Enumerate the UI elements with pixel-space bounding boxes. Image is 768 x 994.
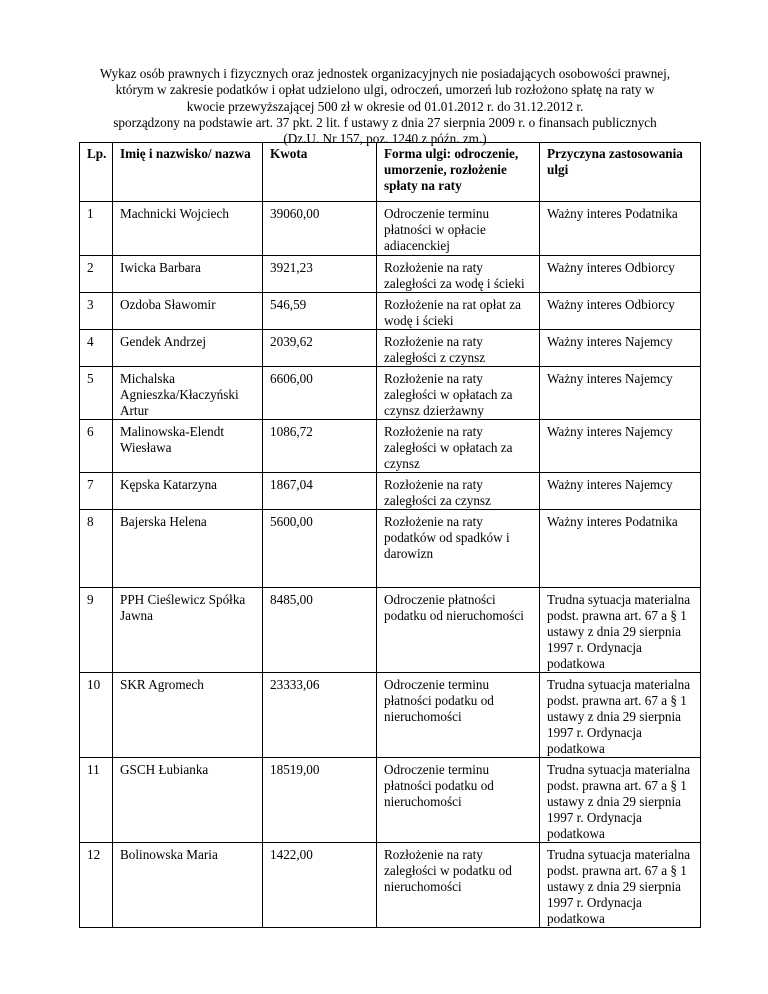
cell-reason: Ważny interes Najemcy: [540, 330, 701, 367]
cell-name: Malinowska-Elendt Wiesława: [113, 420, 263, 473]
cell-amount: 2039,62: [263, 330, 377, 367]
cell-form: Rozłożenie na raty zaległości w opłatach za czynsz dzierżawny: [377, 367, 540, 420]
cell-lp: 10: [80, 673, 113, 758]
cell-amount: 3921,23: [263, 256, 377, 293]
cell-amount: 1086,72: [263, 420, 377, 473]
cell-reason: Ważny interes Odbiorcy: [540, 293, 701, 330]
cell-form: Odroczenie terminu płatności podatku od nieruchomości: [377, 758, 540, 843]
cell-reason: Ważny interes Podatnika: [540, 202, 701, 256]
document-title: [60, 66, 710, 147]
cell-lp: 4: [80, 330, 113, 367]
table-row: [80, 758, 701, 843]
cell-form: Rozłożenie na raty zaległości z czynsz: [377, 330, 540, 367]
cell-amount: 39060,00: [263, 202, 377, 256]
cell-name: Gendek Andrzej: [113, 330, 263, 367]
cell-name: Bolinowska Maria: [113, 843, 263, 928]
cell-name: SKR Agromech: [113, 673, 263, 758]
title-line: (Dz.U. Nr 157, poz. 1240 z późn. zm.): [283, 131, 487, 147]
cell-reason: Ważny interes Odbiorcy: [540, 256, 701, 293]
table-row: [80, 510, 701, 588]
cell-reason: Trudna sytuacja materialna podst. prawna art. 67 a § 1 ustawy z dnia 29 sierpnia 1997 r. Ordynacja podatkowa: [540, 843, 701, 928]
cell-reason: Ważny interes Podatnika: [540, 510, 701, 588]
table-row: [80, 330, 701, 367]
cell-amount: 1867,04: [263, 473, 377, 510]
cell-lp: 7: [80, 473, 113, 510]
cell-amount: 8485,00: [263, 588, 377, 673]
cell-name: Ozdoba Sławomir: [113, 293, 263, 330]
cell-lp: 8: [80, 510, 113, 588]
table-row: [80, 673, 701, 758]
cell-amount: 6606,00: [263, 367, 377, 420]
cell-form: Rozłożenie na raty zaległości za wodę i ścieki: [377, 256, 540, 293]
cell-name: GSCH Łubianka: [113, 758, 263, 843]
table-row: [80, 367, 701, 420]
cell-name: PPH Cieślewicz Spółka Jawna: [113, 588, 263, 673]
cell-form: Rozłożenie na raty zaległości w podatku od nieruchomości: [377, 843, 540, 928]
cell-lp: 2: [80, 256, 113, 293]
cell-form: Rozłożenie na raty podatków od spadków i darowizn: [377, 510, 540, 588]
cell-amount: 23333,06: [263, 673, 377, 758]
cell-reason: Trudna sytuacja materialna podst. prawna art. 67 a § 1 ustawy z dnia 29 sierpnia 1997 r. Ordynacja podatkowa: [540, 588, 701, 673]
cell-lp: 5: [80, 367, 113, 420]
table-header-row: [80, 143, 701, 202]
header-amount: Kwota: [263, 143, 377, 202]
table-row: [80, 293, 701, 330]
title-line: którym w zakresie podatków i opłat udzielono ulgi, odroczeń, umorzeń lub rozłożono spłatę na raty w: [115, 82, 655, 98]
cell-form: Rozłożenie na raty zaległości za czynsz: [377, 473, 540, 510]
cell-lp: 6: [80, 420, 113, 473]
cell-name: Bajerska Helena: [113, 510, 263, 588]
cell-name: Iwicka Barbara: [113, 256, 263, 293]
cell-lp: 12: [80, 843, 113, 928]
cell-reason: Ważny interes Najemcy: [540, 367, 701, 420]
table-row: [80, 588, 701, 673]
cell-lp: 1: [80, 202, 113, 256]
header-reason: Przyczyna zastosowania ulgi: [540, 143, 701, 202]
cell-lp: 9: [80, 588, 113, 673]
relief-table: [79, 142, 701, 928]
cell-name: Machnicki Wojciech: [113, 202, 263, 256]
table-row: [80, 473, 701, 510]
cell-form: Rozłożenie na rat opłat za wodę i ścieki: [377, 293, 540, 330]
header-form: Forma ulgi: odroczenie, umorzenie, rozłożenie spłaty na raty: [377, 143, 540, 202]
cell-form: Odroczenie terminu płatności podatku od nieruchomości: [377, 673, 540, 758]
cell-form: Odroczenie płatności podatku od nieruchomości: [377, 588, 540, 673]
cell-reason: Trudna sytuacja materialna podst. prawna art. 67 a § 1 ustawy z dnia 29 sierpnia 1997 r. Ordynacja podatkowa: [540, 673, 701, 758]
cell-reason: Ważny interes Najemcy: [540, 473, 701, 510]
cell-amount: 546,59: [263, 293, 377, 330]
table-row: [80, 420, 701, 473]
cell-lp: 3: [80, 293, 113, 330]
cell-lp: 11: [80, 758, 113, 843]
table-row: [80, 843, 701, 928]
cell-reason: Ważny interes Najemcy: [540, 420, 701, 473]
cell-form: Rozłożenie na raty zaległości w opłatach za czynsz: [377, 420, 540, 473]
table-row: [80, 256, 701, 293]
title-line: Wykaz osób prawnych i fizycznych oraz jednostek organizacyjnych nie posiadających osobowości prawnej,: [99, 66, 671, 81]
cell-amount: 18519,00: [263, 758, 377, 843]
title-line: kwocie przewyższającej 500 zł w okresie od 01.01.2012 r. do 31.12.2012 r.: [186, 98, 584, 114]
cell-reason: Trudna sytuacja materialna podst. prawna art. 67 a § 1 ustawy z dnia 29 sierpnia 1997 r. Ordynacja podatkowa: [540, 758, 701, 843]
header-name: Imię i nazwisko/ nazwa: [113, 143, 263, 202]
cell-form: Odroczenie terminu płatności w opłacie adiacenckiej: [377, 202, 540, 256]
cell-amount: 5600,00: [263, 510, 377, 588]
cell-name: Michalska Agnieszka/Kłaczyński Artur: [113, 367, 263, 420]
title-line: sporządzony na podstawie art. 37 pkt. 2 lit. f ustawy z dnia 27 sierpnia 2009 r. o finansach publicznych: [113, 114, 657, 130]
cell-name: Kępska Katarzyna: [113, 473, 263, 510]
header-lp: Lp.: [80, 143, 113, 202]
table-row: [80, 202, 701, 256]
cell-amount: 1422,00: [263, 843, 377, 928]
